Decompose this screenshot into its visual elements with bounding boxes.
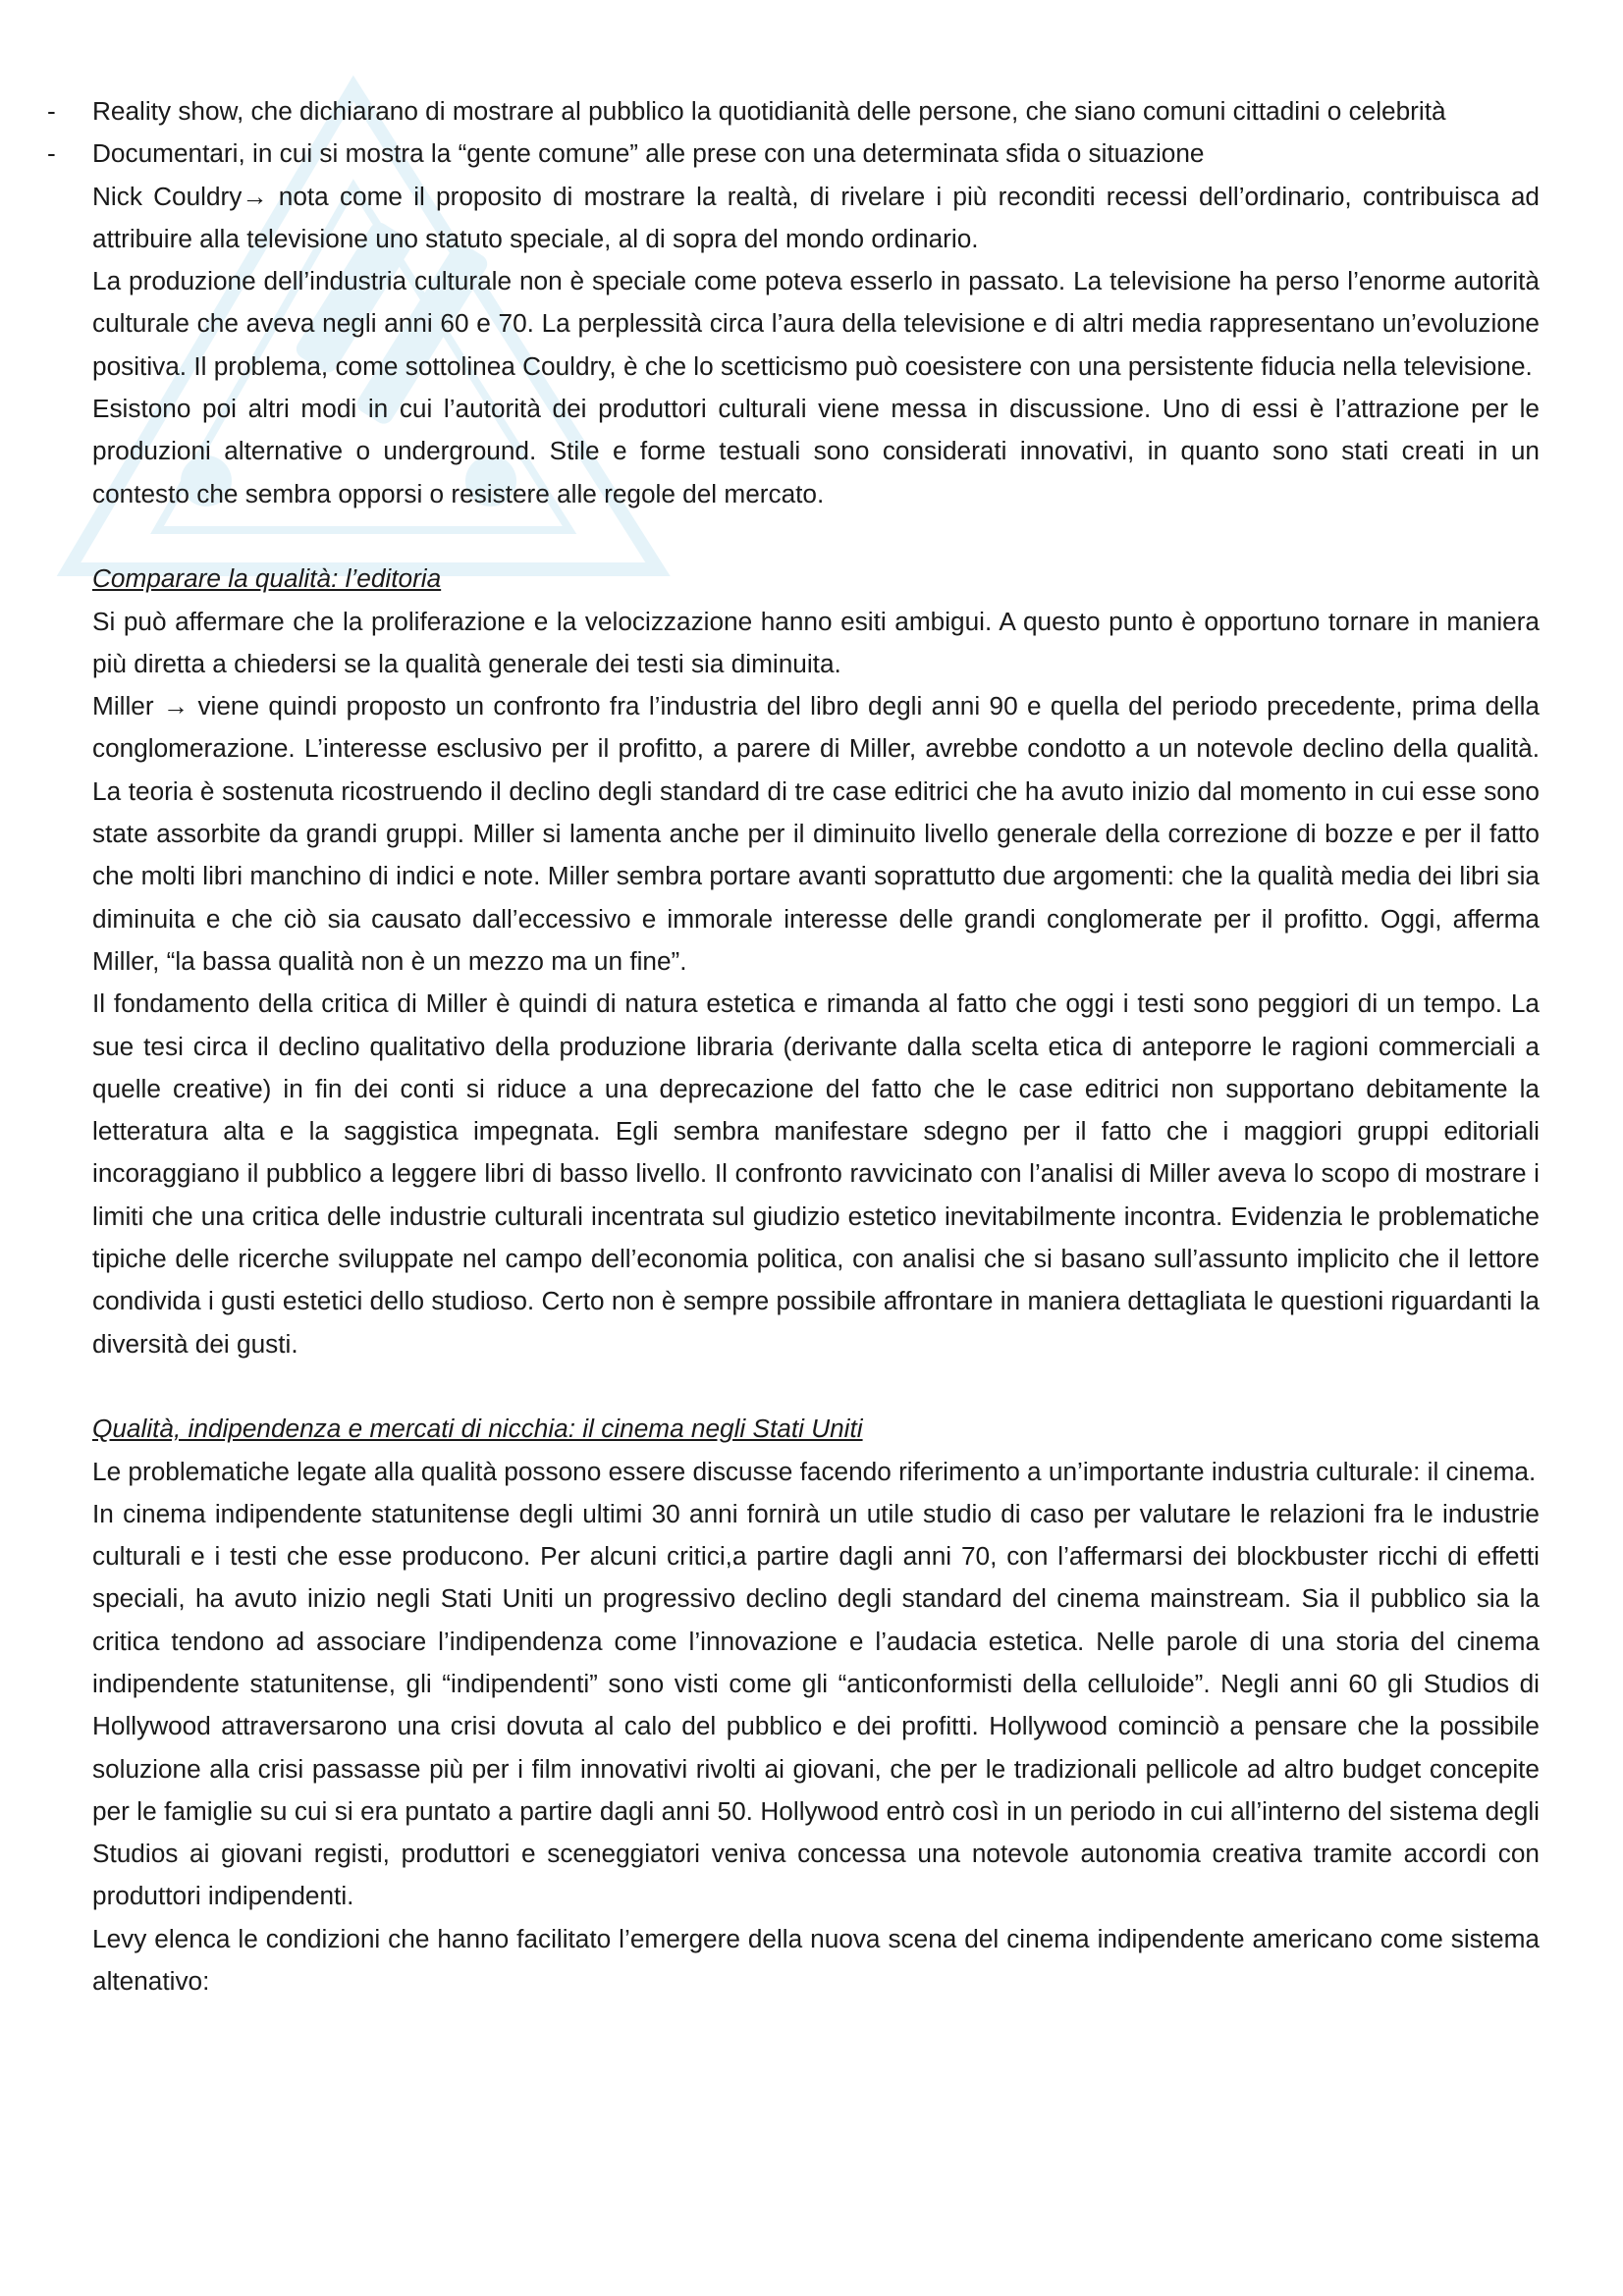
section-heading: Comparare la qualità: l’editoria (92, 563, 442, 594)
paragraph: La produzione dell’industria culturale non è speciale come poteva esserlo in passato. La televisione ha perso l’enorme autorità culturale che aveva negli anni 60 e 70. La perplessità circa l’aura della televisione e di altri media rappresentano un’evoluzione positiva. Il problema, come sottolinea Couldry, è che lo scetticismo può coesistere con una persistente fiducia nella televisione. (92, 266, 1540, 381)
paragraph: Si può affermare che la proliferazione e la velocizzazione hanno esiti ambigui. A questo punto è opportuno tornare in maniera più diretta a chiedersi se la qualità generale dei testi sia diminuita. (92, 606, 1540, 678)
paragraph: Esistono poi altri modi in cui l’autorità dei produttori culturali viene messa in discussione. Uno di essi è l’attrazione per le produzioni alternative o underground. Stile e forme testuali sono considerati innovativi, in quanto sono stati creati in un contesto che sembra opporsi o resistere alle regole del mercato. (92, 394, 1540, 508)
paragraph: Nick Couldry→ nota come il proposito di mostrare la realtà, di rivelare i più reconditi recessi dell’ordinario, contribuisca ad attribuire alla televisione uno statuto speciale, al di sopra del mondo ordinario. (92, 181, 1540, 253)
spacer (92, 1365, 1540, 1408)
bullet-item (47, 90, 1540, 133)
paragraph: Le problematiche legate alla qualità possono essere discusse facendo riferimento a un’importante industria culturale: il cinema. (92, 1456, 1537, 1486)
paragraph: Levy elenca le condizioni che hanno facilitato l’emergere della nuova scena del cinema indipendente americano come sistema altenativo: (92, 1923, 1540, 1997)
section-heading: Qualità, indipendenza e mercati di nicchia: il cinema negli Stati Uniti (92, 1414, 863, 1444)
bullet-dash: - (47, 96, 56, 126)
document-body (47, 90, 1540, 2002)
spacer (92, 515, 1540, 558)
paragraph: Il fondamento della critica di Miller è quindi di natura estetica e rimanda al fatto che oggi i testi sono peggiori di un tempo. La sue tesi circa il declino qualitativo della produzione libraria (derivante dalla scelta etica di anteporre le ragioni commerciali a quelle creative) in fin dei conti si riduce a una deprecazione del fatto che le case editrici non supportano debitamente la letteratura alta e la saggistica impegnata. Egli sembra manifestare sdegno per il fatto che i maggiori gruppi editoriali incoraggiano il pubblico a leggere libri di basso livello. Il confronto ravvicinato con l’analisi di Miller aveva lo scopo di mostrare i limiti che una critica delle industrie culturali incentrata sul giudizio estetico inevitabilmente incontra. Evidenzia le problematiche tipiche delle ricerche sviluppate nel campo dell’economia politica, con analisi che si basano sull’assunto implicito che il lettore condivida i gusti estetici dello studioso. Certo non è sempre possibile affrontare in maniera dettagliata le questioni riguardanti la diversità dei gusti. (92, 988, 1540, 1359)
bullet-text: Reality show, che dichiarano di mostrare al pubblico la quotidianità delle persone, che siano comuni cittadini o celebrità (92, 96, 1446, 126)
bullet-text: Documentari, in cui si mostra la “gente comune” alle prese con una determinata sfida o situazione (92, 138, 1205, 169)
bullet-item (47, 133, 1540, 175)
paragraph: In cinema indipendente statunitense degli ultimi 30 anni fornirà un utile studio di caso per valutare le relazioni fra le industrie culturali e i testi che esse producono. Per alcuni critici,a partire dagli anni 70, con l’affermarsi dei blockbuster ricchi di effetti speciali, ha avuto inizio negli Stati Uniti un progressivo declino degli standard del cinema mainstream. Sia il pubblico sia la critica tendono ad associare l’indipendenza come l’innovazione e l’audacia estetica. Nelle parole di una storia del cinema indipendente statunitense, gli “indipendenti” sono visti come gli “anticonformisti della celluloide”. Negli anni 60 gli Studios di Hollywood attraversarono una crisi dovuta al calo del pubblico e dei profitti. Hollywood cominciò a pensare che la possibile soluzione alla crisi passasse più per i film innovativi rivolti ai giovani, che per le tradizionali pellicole ad altro budget concepite per le famiglie su cui si era puntato a partire dagli anni 50. Hollywood entrò così in un periodo in cui all’interno del sistema degli Studios ai giovani registi, produttori e sceneggiatori veniva concessa una notevole autonomia creativa tramite accordi con produttori indipendenti. (92, 1498, 1540, 1911)
paragraph: Miller → viene quindi proposto un confronto fra l’industria del libro degli anni 90 e quella del periodo precedente, prima della conglomerazione. L’interesse esclusivo per il profitto, a parere di Miller, avrebbe condotto a un notevole declino della qualità. La teoria è sostenuta ricostruendo il declino degli standard di tre case editrici che ha avuto inizio dal momento in cui esse sono state assorbite da grandi gruppi. Miller si lamenta anche per il diminuito livello generale della correzione di bozze e per il fatto che molti libri manchino di indici e note. Miller sembra portare avanti soprattutto due argomenti: che la qualità media dei libri sia diminuita e che ciò sia causato dall’eccessivo e immorale interesse delle grandi conglomerate per il profitto. Oggi, afferma Miller, “la bassa qualità non è un mezzo ma un fine”. (92, 691, 1540, 976)
bullet-dash: - (47, 138, 56, 169)
